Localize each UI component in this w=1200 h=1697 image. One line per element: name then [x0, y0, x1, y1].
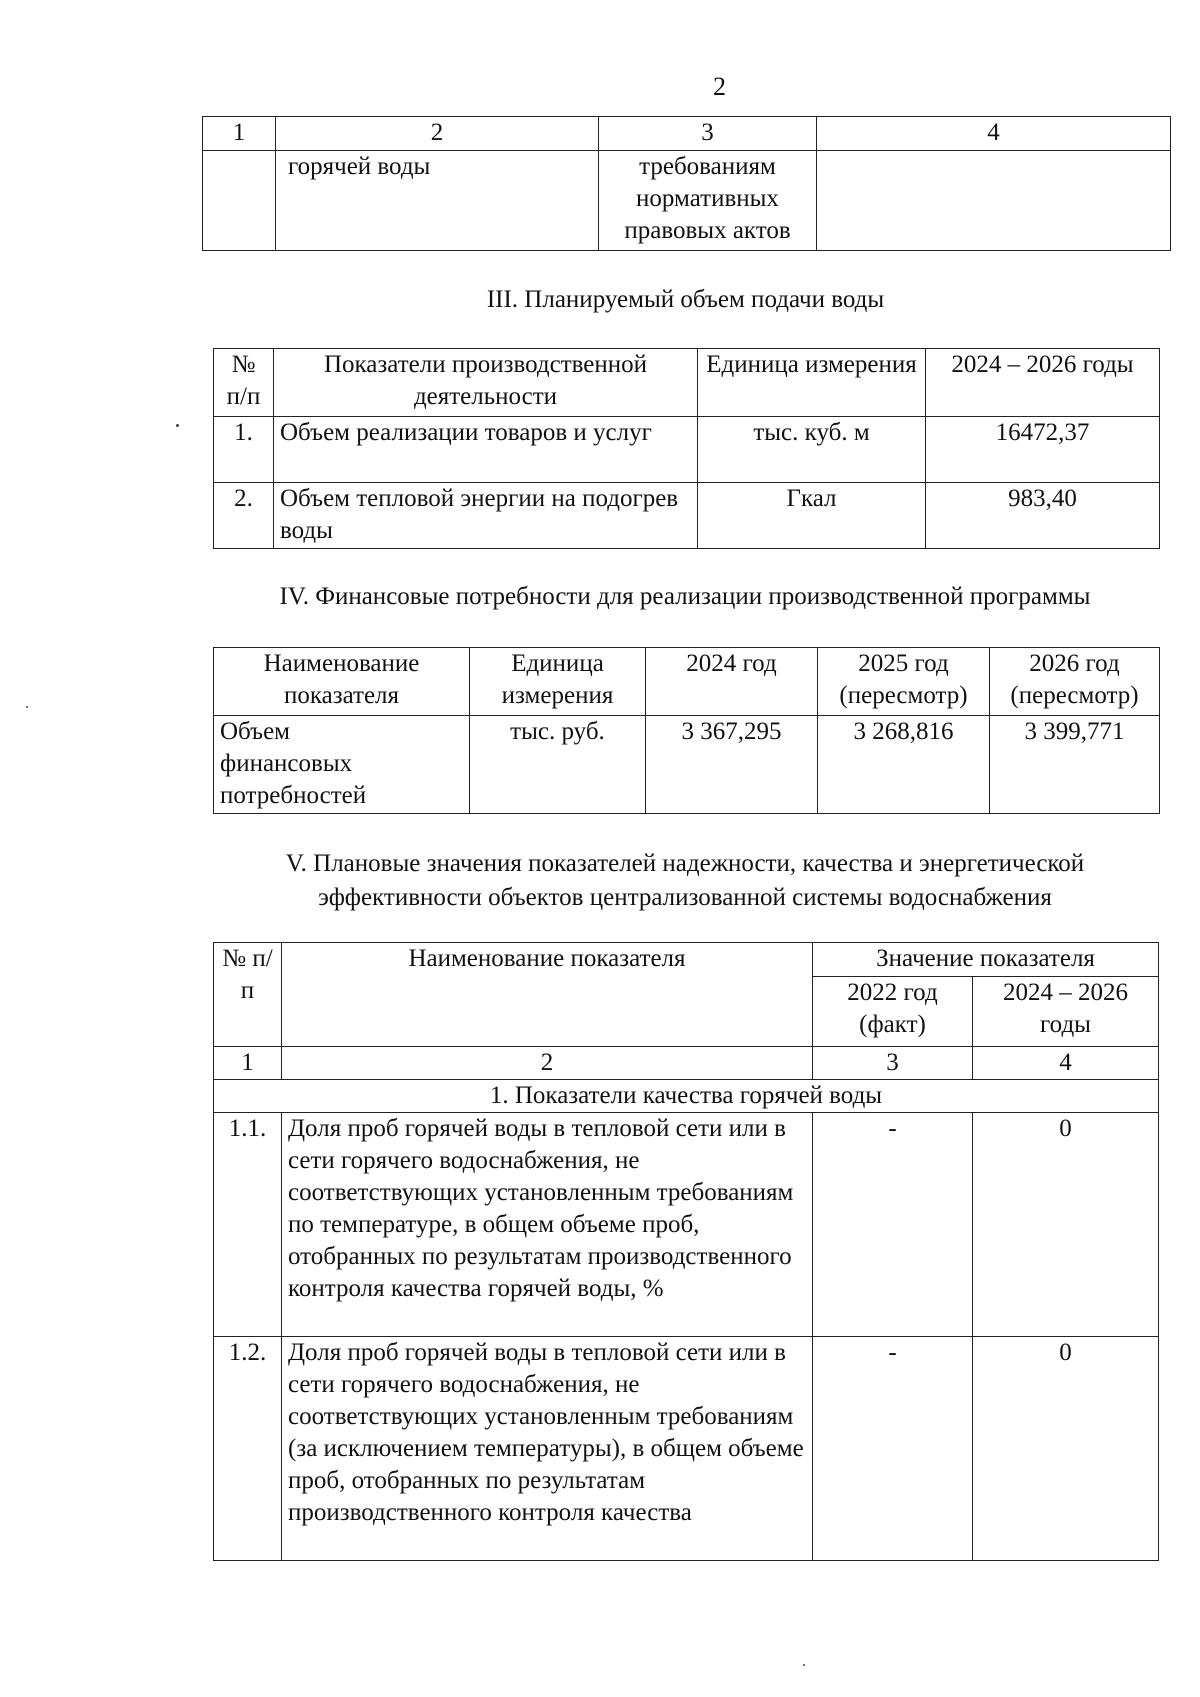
row-number: 2.: [214, 483, 274, 549]
section-5-title-line-1: V. Плановые значения показателей надежности, качества и энергетической: [285, 850, 1085, 877]
indicator-name: Объем реализации товаров и услуг: [274, 417, 698, 483]
table-cell: [817, 151, 1171, 251]
table-header-cell: 2024 год: [646, 648, 818, 716]
value-cell: 16472,37: [926, 417, 1160, 483]
value-2024-2026: 0: [973, 1113, 1159, 1337]
table-header-cell: Единица измерения: [470, 648, 646, 716]
row-number: 1.2.: [214, 1337, 282, 1561]
value-2025: 3 268,816: [818, 716, 990, 814]
table-header-cell: 4: [817, 117, 1171, 151]
row-number: 1.: [214, 417, 274, 483]
table-header-cell: Единица измерения: [698, 349, 926, 417]
group-title: 1. Показатели качества горячей воды: [214, 1080, 1159, 1113]
reliability-indicators-table: [213, 942, 1159, 1561]
section-5-title-line-2: эффективности объектов централизованной системы водоснабжения: [318, 884, 1052, 911]
value-2026: 3 399,771: [990, 716, 1160, 814]
section-3-title: III. Планируемый объем подачи воды: [486, 286, 885, 313]
table-header-cell: 2024 – 2026 годы: [973, 977, 1159, 1047]
column-number: 1: [214, 1047, 282, 1080]
table-header-cell: 2026 год (пересмотр): [990, 648, 1160, 716]
table-cell: требованиям нормативных правовых актов: [599, 151, 817, 251]
table-header-cell: 2025 год (пересмотр): [818, 648, 990, 716]
table-header-cell: 2: [276, 117, 599, 151]
section-5-title: [205, 847, 1165, 915]
indicator-name: Объем тепловой энергии на подогрев воды: [274, 483, 698, 549]
water-supply-table: [213, 348, 1160, 549]
table-header-cell: 3: [599, 117, 817, 151]
table-header-cell: № п/п: [214, 943, 282, 1047]
unit-cell: тыс. куб. м: [698, 417, 926, 483]
continuation-table: [202, 116, 1171, 251]
unit-cell: тыс. руб.: [470, 716, 646, 814]
column-number: 4: [973, 1047, 1159, 1080]
scan-speck: [803, 1664, 805, 1666]
table-header-cell: 2022 год (факт): [813, 977, 973, 1047]
table-header-cell: 1: [203, 117, 276, 151]
table-cell: [203, 151, 276, 251]
table-header-cell: Значение показателя: [813, 943, 1159, 977]
indicator-name: Доля проб горячей воды в тепловой сети или в сети горячего водоснабжения, не соответствующих установленным требованиям (за исключением температуры), в общем объеме проб, отобранных по результатам производственного контроля качества: [282, 1337, 813, 1561]
financial-needs-table: [213, 647, 1160, 814]
scan-speck: [176, 424, 179, 427]
page-number: 2: [713, 72, 726, 101]
column-number: 2: [282, 1047, 813, 1080]
row-number: 1.1.: [214, 1113, 282, 1337]
column-number: 3: [813, 1047, 973, 1080]
indicator-name: Объем финансовых потребностей: [214, 716, 470, 814]
value-2024-2026: 0: [973, 1337, 1159, 1561]
indicator-name: Доля проб горячей воды в тепловой сети или в сети горячего водоснабжения, не соответствующих установленным требованиям по температуре, в общем объеме проб, отобранных по результатам производственного контроля качества горячей воды, %: [282, 1113, 813, 1337]
unit-cell: Гкал: [698, 483, 926, 549]
table-cell: горячей воды: [276, 151, 599, 251]
table-header-cell: № п/п: [214, 349, 274, 417]
table-header-cell: Наименование показателя: [282, 943, 813, 1047]
section-4-title: IV. Финансовые потребности для реализации производственной программы: [279, 583, 1091, 610]
table-header-cell: Наименование показателя: [214, 648, 470, 716]
value-2024: 3 367,295: [646, 716, 818, 814]
value-2022: -: [813, 1337, 973, 1561]
table-header-cell: 2024 – 2026 годы: [926, 349, 1160, 417]
value-2022: -: [813, 1113, 973, 1337]
scan-speck: [26, 706, 28, 708]
value-cell: 983,40: [926, 483, 1160, 549]
table-header-cell: Показатели производственной деятельности: [274, 349, 698, 417]
